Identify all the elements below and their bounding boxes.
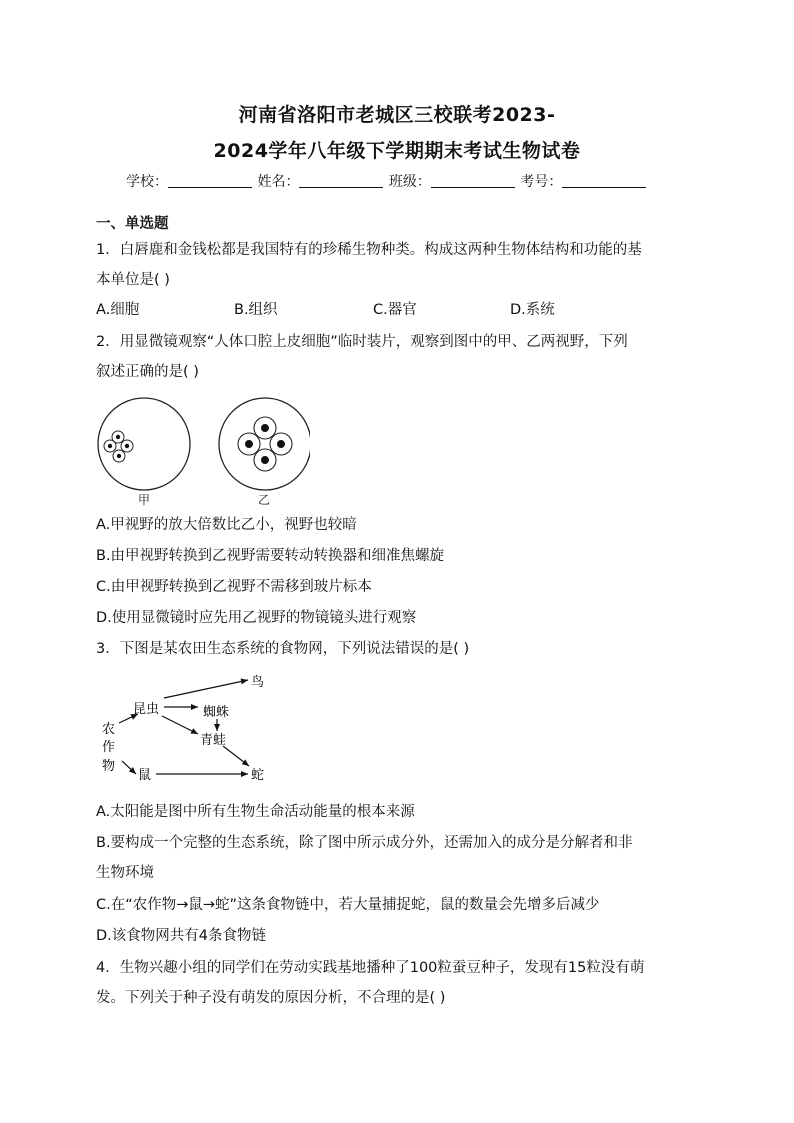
exam-title-line2: 2024学年八年级下学期期末考试生物试卷 <box>213 140 581 162</box>
node-spider: 蜘蛛 <box>203 705 230 720</box>
q2-option-c[interactable]: C.由甲视野转换到乙视野不需移到玻片标本 <box>96 579 372 595</box>
food-web-arrows <box>119 680 249 774</box>
school-label: 学校： <box>126 174 168 190</box>
node-snake: 蛇 <box>251 768 265 783</box>
q3-option-a[interactable]: A.太阳能是图中所有生物生命活动能量的根本来源 <box>96 804 415 820</box>
node-frog: 青蛙 <box>200 733 227 748</box>
arrow-insect-bird <box>164 680 248 698</box>
q1-option-a[interactable]: A.细胞 <box>96 302 140 318</box>
q3-option-b-line2[interactable]: 生物环境 <box>96 865 154 881</box>
q2-option-b[interactable]: B.由甲视野转换到乙视野需要转动转换器和细准焦螺旋 <box>96 548 445 564</box>
arrow-crop-insect <box>119 714 138 723</box>
q1-option-b[interactable]: B.组织 <box>234 302 278 318</box>
field-jia-cells <box>104 431 133 462</box>
arrow-insect-frog <box>162 716 198 734</box>
node-mouse: 鼠 <box>138 768 152 783</box>
microscope-fields-figure <box>90 392 310 510</box>
q2-option-d[interactable]: D.使用显微镜时应先用乙视野的物镜镜头进行观察 <box>96 610 417 626</box>
q4-stem-line2: 发。下列关于种子没有萌发的原因分析，不合理的是( ) <box>96 990 446 1006</box>
class-blank[interactable] <box>431 173 515 188</box>
field-yi-cells <box>238 417 292 471</box>
node-insect: 昆虫 <box>133 702 160 717</box>
arrow-crop-mouse <box>122 761 136 774</box>
field-yi-circle <box>219 398 310 490</box>
q2-option-a[interactable]: A.甲视野的放大倍数比乙小，视野也较暗 <box>96 517 357 533</box>
q2-stem-line1: 2．用显微镜观察“人体口腔上皮细胞”临时装片，观察到图中的甲、乙两视野，下列 <box>96 334 628 350</box>
node-crop-3: 物 <box>102 759 116 774</box>
student-info-line <box>126 171 647 191</box>
arrow-frog-snake <box>223 746 249 766</box>
q3-option-d[interactable]: D.该食物网共有4条食物链 <box>96 928 266 944</box>
food-web-diagram <box>96 668 276 786</box>
q1-option-c[interactable]: C.器官 <box>373 302 417 318</box>
class-label: 班级： <box>388 174 431 190</box>
exam-title-line1: 河南省洛阳市老城区三校联考2023- <box>238 104 556 126</box>
exam-number-label: 考号： <box>520 174 563 190</box>
node-crop-2: 作 <box>102 740 116 755</box>
q1-option-d[interactable]: D.系统 <box>510 302 555 318</box>
node-crop-1: 农 <box>102 722 116 737</box>
section-heading: 一、单选题 <box>96 216 169 232</box>
q3-option-b-line1[interactable]: B.要构成一个完整的生态系统，除了图中所示成分外，还需加入的成分是分解者和非 <box>96 835 633 851</box>
q1-stem-line2: 本单位是( ) <box>96 272 170 288</box>
school-blank[interactable] <box>168 173 252 188</box>
q1-stem-line1: 1．白唇鹿和金钱松都是我国特有的珍稀生物种类。构成这两种生物体结构和功能的基 <box>96 242 642 258</box>
node-bird: 鸟 <box>251 675 265 690</box>
name-label: 姓名： <box>257 174 300 190</box>
name-blank[interactable] <box>299 173 383 188</box>
q3-option-c[interactable]: C.在“农作物→鼠→蛇”这条食物链中，若大量捕捉蛇，鼠的数量会先增多后减少 <box>96 897 600 913</box>
field-yi-label: 乙 <box>258 493 271 507</box>
q2-stem-line2: 叙述正确的是( ) <box>96 364 199 380</box>
q4-stem-line1: 4．生物兴趣小组的同学们在劳动实践基地播种了100粒蚕豆种子，发现有15粒没有萌 <box>96 960 645 976</box>
exam-number-blank[interactable] <box>562 173 646 188</box>
field-jia-label: 甲 <box>138 493 151 507</box>
q3-stem: 3．下图是某农田生态系统的食物网，下列说法错误的是( ) <box>96 641 470 657</box>
